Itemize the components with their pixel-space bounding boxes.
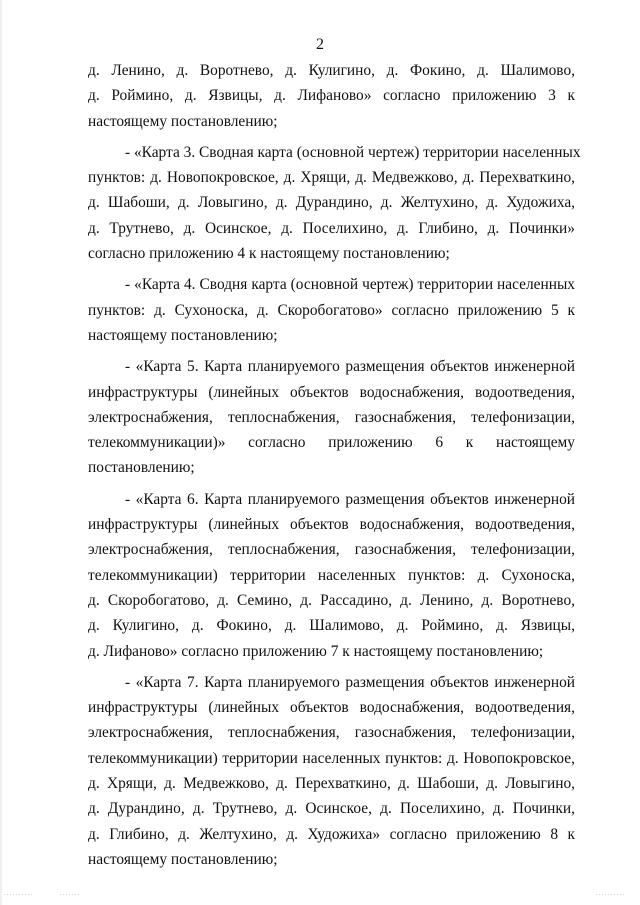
list-item-map-5 xyxy=(88,354,575,480)
text-line: телекоммуникации) территории населенных пунктов: д. Сухоноска, xyxy=(88,566,575,584)
text-line: д. Лифаново» согласно приложению 7 к настоящему постановлению; xyxy=(88,642,544,660)
text-line: - «Карта 5. Карта планируемого размещения объектов инженерной xyxy=(125,358,575,376)
text-line: д. Шабоши, д. Ловыгино, д. Дурандино, д. Желтухино, д. Художиха, xyxy=(88,194,575,212)
text-line: пунктов: д. Новопокровское, д. Хрящи, д. Медвежково, д. Перехваткино, xyxy=(88,169,575,187)
text-line: д. Хрящи, д. Медвежково, д. Перехваткино, д. Шабоши, д. Ловыгино, xyxy=(88,775,575,793)
text-line: телекоммуникации)» согласно приложению 6 к настоящему xyxy=(88,434,575,452)
document-body xyxy=(88,58,581,878)
text-line: - «Карта 3. Сводная карта (основной чертеж) территории населенных xyxy=(125,143,581,161)
text-line: постановлению; xyxy=(88,459,195,477)
text-line: д. Трутнево, д. Осинское, д. Поселихино, д. Глибино, д. Починки» xyxy=(88,219,575,237)
page-number: 2 xyxy=(316,36,324,53)
text-line: д. Роймино, д. Язвицы, д. Лифаново» согласно приложению 3 к xyxy=(88,87,575,105)
list-item-map-7 xyxy=(88,670,575,872)
text-line: инфраструктуры (линейных объектов водоснабжения, водоотведения, xyxy=(88,516,575,534)
text-line: пунктов: д. Сухоноска, д. Скоробогатово» согласно приложению 5 к xyxy=(88,301,575,319)
text-line: электроснабжения, теплоснабжения, газоснабжения, телефонизации, xyxy=(88,724,575,742)
text-line: д. Кулигино, д. Фокино, д. Шалимово, д. Роймино, д. Язвицы, xyxy=(88,617,575,635)
text-line: электроснабжения, теплоснабжения, газоснабжения, телефонизации, xyxy=(88,408,575,426)
scan-artifact xyxy=(596,894,626,895)
text-line: д. Ленино, д. Воротнево, д. Кулигино, д. Фокино, д. Шалимово, xyxy=(88,62,575,79)
text-line: д. Дурандино, д. Трутнево, д. Осинское, д. Поселихино, д. Починки, xyxy=(88,800,575,818)
text-line: согласно приложению 4 к настоящему постановлению; xyxy=(88,245,450,263)
text-line: - «Карта 6. Карта планируемого размещения объектов инженерной xyxy=(125,490,575,508)
text-line: настоящему постановлению; xyxy=(88,326,278,344)
text-line: настоящему постановлению; xyxy=(88,850,278,868)
text-line: телекоммуникации) территории населенных пунктов: д. Новопокровское, xyxy=(88,749,575,767)
text-line: электроснабжения, теплоснабжения, газоснабжения, телефонизации, xyxy=(88,541,575,559)
text-line: д. Скоробогатово, д. Семино, д. Рассадино, д. Ленино, д. Воротнево, xyxy=(88,591,575,609)
text-line: инфраструктуры (линейных объектов водоснабжения, водоотведения, xyxy=(88,383,575,401)
list-item-map-4 xyxy=(88,272,575,348)
list-item-map-6 xyxy=(88,487,575,664)
text-line: д. Глибино, д. Желтухино, д. Художиха» согласно приложению 8 к xyxy=(88,825,575,843)
scan-artifact xyxy=(60,894,80,895)
paragraph-continuation xyxy=(88,58,575,134)
scan-artifact xyxy=(4,894,34,895)
scan-edge xyxy=(0,0,2,905)
list-item-map-3 xyxy=(88,140,581,266)
text-line: настоящему постановлению; xyxy=(88,112,278,130)
text-line: инфраструктуры (линейных объектов водоснабжения, водоотведения, xyxy=(88,699,575,717)
text-line: - «Карта 4. Сводня карта (основной чертеж) территории населенных xyxy=(125,276,575,294)
text-line: - «Карта 7. Карта планируемого размещения объектов инженерной xyxy=(125,673,575,691)
